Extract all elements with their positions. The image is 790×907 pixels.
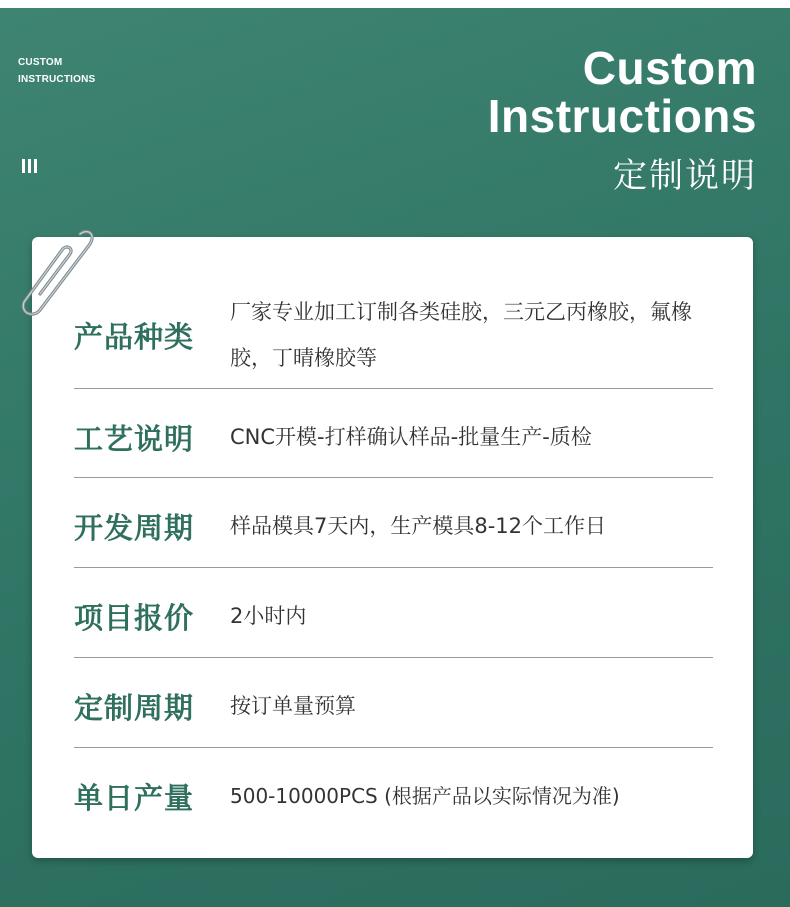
title-block xyxy=(488,44,757,198)
row-value: CNC开模-打样确认样品-批量生产-质检 xyxy=(230,425,592,449)
row-value: 厂家专业加工订制各类硅胶，三元乙丙橡胶，氟橡胶，丁晴橡胶等 xyxy=(230,300,692,370)
row-value: 按订单量预算 xyxy=(230,694,356,718)
info-card xyxy=(32,237,753,858)
title-cn: 定制说明 xyxy=(613,156,757,196)
divider xyxy=(74,657,713,658)
paperclip-icon xyxy=(10,226,98,318)
divider xyxy=(74,388,713,389)
title-en-line1: Custom xyxy=(582,42,757,94)
corner-label-line1: CUSTOM xyxy=(18,57,63,68)
row-label: 单日产量 xyxy=(74,780,195,815)
divider xyxy=(74,567,713,568)
row-custom-cycle xyxy=(74,683,713,729)
title-en-line2: Instructions xyxy=(487,90,757,142)
row-label: 项目报价 xyxy=(74,600,195,635)
divider xyxy=(74,747,713,748)
row-label: 工艺说明 xyxy=(74,421,195,456)
row-label: 产品种类 xyxy=(74,319,195,354)
corner-label xyxy=(18,54,95,88)
row-dev-cycle xyxy=(74,503,713,549)
menu-bars-icon xyxy=(22,159,38,173)
row-quote xyxy=(74,593,713,639)
row-label: 开发周期 xyxy=(74,510,195,545)
row-label: 定制周期 xyxy=(74,690,195,725)
row-daily-output xyxy=(74,773,713,819)
row-value: 样品模具7天内，生产模具8-12个工作日 xyxy=(230,514,607,538)
row-product-type xyxy=(74,289,713,381)
corner-label-line2: INSTRUCTIONS xyxy=(18,74,96,85)
divider xyxy=(74,477,713,478)
row-value: 2小时内 xyxy=(230,604,307,628)
row-process xyxy=(74,414,713,460)
row-value: 500-10000PCS (根据产品以实际情况为准) xyxy=(230,784,620,808)
